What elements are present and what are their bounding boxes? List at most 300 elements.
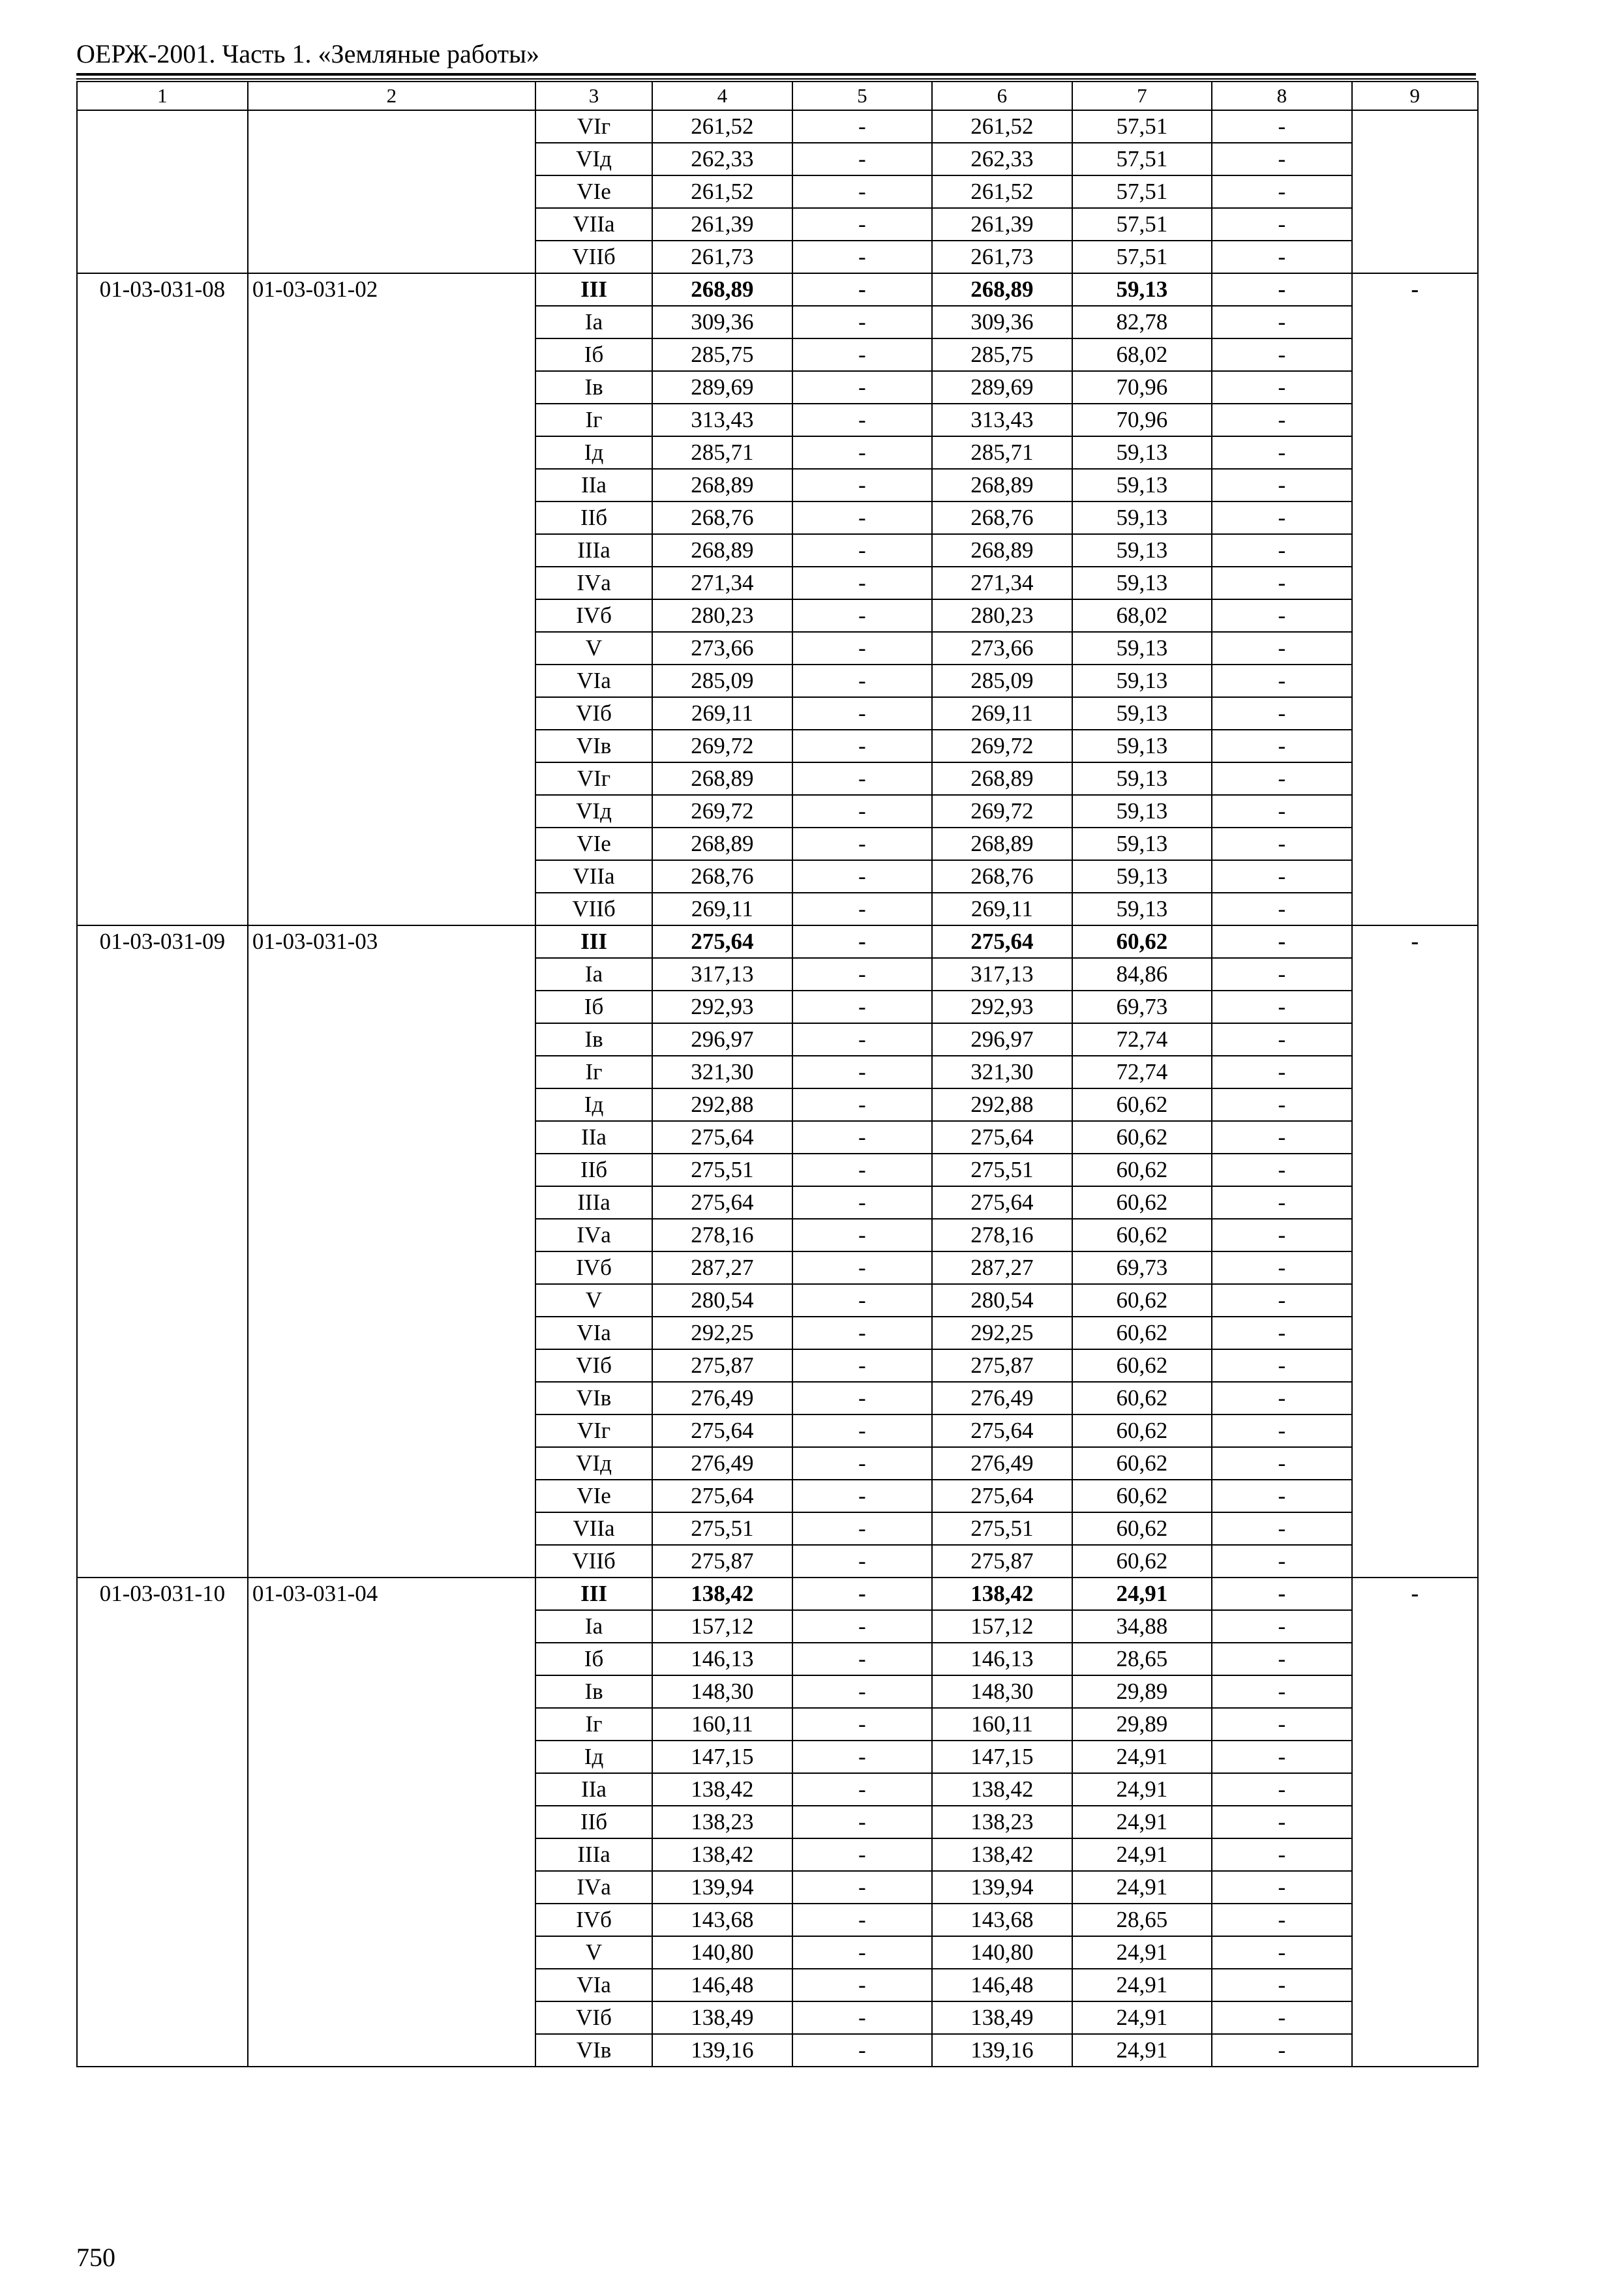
value-cell-5: -	[792, 469, 932, 501]
column-number: 6	[932, 82, 1072, 110]
value-cell-6: 268,89	[932, 469, 1072, 501]
value-cell-7: 60,62	[1072, 1317, 1212, 1349]
value-cell-6: 138,42	[932, 1578, 1072, 1610]
value-cell-5: -	[792, 1349, 932, 1382]
value-cell-7: 24,91	[1072, 1806, 1212, 1838]
value-cell-5: -	[792, 1969, 932, 2001]
category-cell: III	[535, 925, 652, 958]
value-cell-8: -	[1212, 1512, 1351, 1545]
table-row	[77, 1578, 1478, 1610]
value-cell-7: 57,51	[1072, 110, 1212, 143]
value-cell-4: 275,64	[652, 1121, 792, 1154]
value-cell-5: -	[792, 534, 932, 567]
value-cell-8: -	[1212, 469, 1351, 501]
value-cell-5: -	[792, 1741, 932, 1773]
category-cell: Iг	[535, 1708, 652, 1741]
value-cell-7: 69,73	[1072, 991, 1212, 1023]
category-cell: VIг	[535, 1414, 652, 1447]
header-rule-thin	[76, 78, 1476, 80]
value-cell-4: 140,80	[652, 1936, 792, 1969]
value-cell-8: -	[1212, 893, 1351, 925]
category-cell: Iа	[535, 958, 652, 991]
value-cell-6: 276,49	[932, 1382, 1072, 1414]
value-cell-8: -	[1212, 338, 1351, 371]
category-cell: VIа	[535, 1317, 652, 1349]
value-cell-8: -	[1212, 143, 1351, 175]
category-cell: IVб	[535, 1904, 652, 1936]
value-cell-5: -	[792, 1773, 932, 1806]
value-cell-4: 268,76	[652, 501, 792, 534]
value-cell-6: 268,89	[932, 762, 1072, 795]
value-cell-4: 275,64	[652, 925, 792, 958]
value-cell-8: -	[1212, 1023, 1351, 1056]
value-cell-5: -	[792, 1154, 932, 1186]
value-cell-7: 59,13	[1072, 730, 1212, 762]
value-cell-7: 60,62	[1072, 1480, 1212, 1512]
header-rule-thick	[76, 73, 1476, 76]
value-cell-5: -	[792, 1512, 932, 1545]
category-cell: VIг	[535, 110, 652, 143]
table-body	[77, 82, 1478, 2067]
category-cell: Iв	[535, 1675, 652, 1708]
value-cell-4: 268,89	[652, 273, 792, 306]
category-cell: IIIа	[535, 1838, 652, 1871]
value-cell-7: 24,91	[1072, 1936, 1212, 1969]
value-cell-4: 138,49	[652, 2001, 792, 2034]
value-cell-7: 60,62	[1072, 1284, 1212, 1317]
column-number: 1	[77, 82, 248, 110]
value-cell-7: 24,91	[1072, 2001, 1212, 2034]
category-cell: IVб	[535, 1251, 652, 1284]
category-cell: Iв	[535, 1023, 652, 1056]
category-cell: IVа	[535, 567, 652, 599]
value-cell-8: -	[1212, 371, 1351, 404]
column-number: 5	[792, 82, 932, 110]
category-cell: VIв	[535, 1382, 652, 1414]
value-cell-5: -	[792, 1251, 932, 1284]
value-cell-7: 59,13	[1072, 501, 1212, 534]
value-cell-4: 287,27	[652, 1251, 792, 1284]
category-cell: IIIа	[535, 1186, 652, 1219]
value-cell-6: 292,88	[932, 1088, 1072, 1121]
value-cell-4: 275,87	[652, 1349, 792, 1382]
value-cell-5: -	[792, 1936, 932, 1969]
value-cell-7: 24,91	[1072, 2034, 1212, 2067]
value-cell-7: 28,65	[1072, 1904, 1212, 1936]
value-cell-8: -	[1212, 1610, 1351, 1643]
column-number: 8	[1212, 82, 1351, 110]
value-cell-8: -	[1212, 991, 1351, 1023]
value-cell-8: -	[1212, 1773, 1351, 1806]
category-cell: VIд	[535, 1447, 652, 1480]
value-cell-4: 313,43	[652, 404, 792, 436]
category-cell: VIе	[535, 1480, 652, 1512]
value-cell-8: -	[1212, 1382, 1351, 1414]
value-cell-7: 59,13	[1072, 632, 1212, 665]
value-cell-4: 269,72	[652, 730, 792, 762]
value-cell-8: -	[1212, 1545, 1351, 1578]
value-cell-6: 138,42	[932, 1838, 1072, 1871]
value-cell-8: -	[1212, 1186, 1351, 1219]
value-cell-4: 160,11	[652, 1708, 792, 1741]
value-cell-7: 57,51	[1072, 143, 1212, 175]
value-cell-6: 276,49	[932, 1447, 1072, 1480]
value-cell-4: 276,49	[652, 1382, 792, 1414]
category-cell: Iа	[535, 1610, 652, 1643]
value-cell-8: -	[1212, 762, 1351, 795]
value-cell-5: -	[792, 1219, 932, 1251]
value-cell-8: -	[1212, 404, 1351, 436]
value-cell-6: 148,30	[932, 1675, 1072, 1708]
category-cell: VIг	[535, 762, 652, 795]
value-cell-5: -	[792, 1088, 932, 1121]
table-row	[77, 925, 1478, 958]
value-cell-8: -	[1212, 1838, 1351, 1871]
category-cell: VIIб	[535, 893, 652, 925]
value-cell-6: 275,87	[932, 1349, 1072, 1382]
value-cell-5: -	[792, 208, 932, 241]
category-cell: IIа	[535, 469, 652, 501]
value-cell-7: 59,13	[1072, 469, 1212, 501]
value-cell-5: -	[792, 1643, 932, 1675]
category-cell: IIа	[535, 1121, 652, 1154]
value-cell-8: -	[1212, 1806, 1351, 1838]
table-row	[77, 273, 1478, 306]
value-cell-6: 278,16	[932, 1219, 1072, 1251]
value-cell-8: -	[1212, 1414, 1351, 1447]
value-cell-5: -	[792, 893, 932, 925]
value-cell-4: 275,51	[652, 1512, 792, 1545]
value-cell-8: -	[1212, 1349, 1351, 1382]
value-cell-4: 285,71	[652, 436, 792, 469]
value-cell-7: 60,62	[1072, 1186, 1212, 1219]
category-cell: VIб	[535, 2001, 652, 2034]
value-cell-8: -	[1212, 273, 1351, 306]
value-cell-5: -	[792, 1708, 932, 1741]
value-cell-8: -	[1212, 1251, 1351, 1284]
value-cell-7: 60,62	[1072, 1414, 1212, 1447]
value-cell-7: 72,74	[1072, 1056, 1212, 1088]
value-cell-5: -	[792, 501, 932, 534]
value-cell-8: -	[1212, 241, 1351, 273]
value-cell-6: 261,73	[932, 241, 1072, 273]
value-cell-4: 278,16	[652, 1219, 792, 1251]
category-cell: Iб	[535, 1643, 652, 1675]
category-cell: Iб	[535, 991, 652, 1023]
value-cell-7: 60,62	[1072, 1088, 1212, 1121]
category-cell: VIIа	[535, 208, 652, 241]
value-cell-8: -	[1212, 1969, 1351, 2001]
value-cell-6: 313,43	[932, 404, 1072, 436]
value-cell-5: -	[792, 1871, 932, 1904]
value-cell-7: 24,91	[1072, 1578, 1212, 1610]
value-cell-5: -	[792, 1382, 932, 1414]
value-cell-8: -	[1212, 2034, 1351, 2067]
category-cell: IIа	[535, 1773, 652, 1806]
column-number-row	[77, 82, 1478, 110]
price-table	[76, 81, 1479, 2067]
value-cell-5: -	[792, 1806, 932, 1838]
value-cell-5: -	[792, 338, 932, 371]
category-cell: Iг	[535, 1056, 652, 1088]
category-cell: IIIа	[535, 534, 652, 567]
value-cell-6: 146,13	[932, 1643, 1072, 1675]
value-cell-8: -	[1212, 1056, 1351, 1088]
column-9-cell: -	[1352, 273, 1478, 925]
value-cell-5: -	[792, 567, 932, 599]
column-number: 7	[1072, 82, 1212, 110]
value-cell-5: -	[792, 991, 932, 1023]
value-cell-7: 60,62	[1072, 1382, 1212, 1414]
value-cell-6: 269,11	[932, 893, 1072, 925]
value-cell-6: 275,64	[932, 1414, 1072, 1447]
value-cell-5: -	[792, 1610, 932, 1643]
value-cell-7: 28,65	[1072, 1643, 1212, 1675]
value-cell-4: 148,30	[652, 1675, 792, 1708]
value-cell-6: 269,72	[932, 795, 1072, 828]
value-cell-4: 138,42	[652, 1838, 792, 1871]
value-cell-4: 269,72	[652, 795, 792, 828]
value-cell-6: 275,51	[932, 1154, 1072, 1186]
category-cell: V	[535, 1936, 652, 1969]
value-cell-6: 138,49	[932, 2001, 1072, 2034]
value-cell-4: 143,68	[652, 1904, 792, 1936]
value-cell-8: -	[1212, 110, 1351, 143]
value-cell-5: -	[792, 1317, 932, 1349]
value-cell-4: 276,49	[652, 1447, 792, 1480]
category-cell: VIе	[535, 828, 652, 860]
value-cell-8: -	[1212, 1904, 1351, 1936]
value-cell-4: 146,48	[652, 1969, 792, 2001]
value-cell-5: -	[792, 2034, 932, 2067]
value-cell-4: 269,11	[652, 697, 792, 730]
code-cell: 01-03-031-10	[77, 1578, 248, 2067]
value-cell-7: 72,74	[1072, 1023, 1212, 1056]
value-cell-6: 261,39	[932, 208, 1072, 241]
value-cell-5: -	[792, 665, 932, 697]
value-cell-6: 321,30	[932, 1056, 1072, 1088]
value-cell-7: 34,88	[1072, 1610, 1212, 1643]
value-cell-7: 24,91	[1072, 1969, 1212, 2001]
value-cell-6: 262,33	[932, 143, 1072, 175]
value-cell-5: -	[792, 1838, 932, 1871]
value-cell-5: -	[792, 306, 932, 338]
value-cell-4: 146,13	[652, 1643, 792, 1675]
value-cell-7: 60,62	[1072, 1447, 1212, 1480]
value-cell-6: 275,87	[932, 1545, 1072, 1578]
value-cell-7: 60,62	[1072, 1154, 1212, 1186]
value-cell-4: 268,76	[652, 860, 792, 893]
category-cell: VIд	[535, 143, 652, 175]
value-cell-6: 143,68	[932, 1904, 1072, 1936]
value-cell-6: 138,23	[932, 1806, 1072, 1838]
value-cell-5: -	[792, 1578, 932, 1610]
value-cell-6: 261,52	[932, 110, 1072, 143]
value-cell-7: 68,02	[1072, 599, 1212, 632]
value-cell-4: 309,36	[652, 306, 792, 338]
value-cell-7: 60,62	[1072, 1219, 1212, 1251]
category-cell: VIа	[535, 665, 652, 697]
value-cell-5: -	[792, 436, 932, 469]
value-cell-4: 268,89	[652, 828, 792, 860]
value-cell-8: -	[1212, 567, 1351, 599]
value-cell-8: -	[1212, 860, 1351, 893]
value-cell-4: 271,34	[652, 567, 792, 599]
value-cell-8: -	[1212, 1643, 1351, 1675]
value-cell-5: -	[792, 1186, 932, 1219]
category-cell: Iв	[535, 371, 652, 404]
value-cell-8: -	[1212, 1088, 1351, 1121]
value-cell-7: 70,96	[1072, 404, 1212, 436]
value-cell-8: -	[1212, 1121, 1351, 1154]
value-cell-7: 24,91	[1072, 1838, 1212, 1871]
value-cell-6: 269,72	[932, 730, 1072, 762]
category-cell: VIб	[535, 697, 652, 730]
value-cell-6: 275,64	[932, 1480, 1072, 1512]
value-cell-4: 262,33	[652, 143, 792, 175]
value-cell-7: 60,62	[1072, 1512, 1212, 1545]
category-cell: IVб	[535, 599, 652, 632]
value-cell-6: 268,76	[932, 501, 1072, 534]
value-cell-4: 275,87	[652, 1545, 792, 1578]
value-cell-5: -	[792, 1056, 932, 1088]
value-cell-4: 268,89	[652, 534, 792, 567]
value-cell-6: 138,42	[932, 1773, 1072, 1806]
value-cell-5: -	[792, 762, 932, 795]
value-cell-7: 59,13	[1072, 762, 1212, 795]
value-cell-7: 84,86	[1072, 958, 1212, 991]
category-cell: IIб	[535, 501, 652, 534]
value-cell-8: -	[1212, 1480, 1351, 1512]
value-cell-4: 285,75	[652, 338, 792, 371]
value-cell-5: -	[792, 143, 932, 175]
base-code-cell: 01-03-031-02	[248, 273, 535, 925]
value-cell-4: 275,64	[652, 1186, 792, 1219]
value-cell-8: -	[1212, 925, 1351, 958]
value-cell-4: 261,52	[652, 175, 792, 208]
category-cell: Iб	[535, 338, 652, 371]
value-cell-5: -	[792, 599, 932, 632]
value-cell-7: 59,13	[1072, 860, 1212, 893]
value-cell-4: 289,69	[652, 371, 792, 404]
value-cell-6: 268,89	[932, 273, 1072, 306]
value-cell-6: 147,15	[932, 1741, 1072, 1773]
value-cell-6: 285,71	[932, 436, 1072, 469]
value-cell-8: -	[1212, 534, 1351, 567]
value-cell-4: 261,39	[652, 208, 792, 241]
value-cell-6: 289,69	[932, 371, 1072, 404]
category-cell: V	[535, 632, 652, 665]
value-cell-7: 59,13	[1072, 795, 1212, 828]
column-9-cell	[1352, 110, 1478, 273]
value-cell-8: -	[1212, 501, 1351, 534]
category-cell: Iд	[535, 436, 652, 469]
value-cell-8: -	[1212, 958, 1351, 991]
value-cell-8: -	[1212, 2001, 1351, 2034]
value-cell-4: 147,15	[652, 1741, 792, 1773]
category-cell: Iд	[535, 1741, 652, 1773]
value-cell-7: 24,91	[1072, 1741, 1212, 1773]
value-cell-5: -	[792, 1447, 932, 1480]
value-cell-4: 292,25	[652, 1317, 792, 1349]
page-number: 750	[76, 2243, 115, 2272]
value-cell-6: 268,89	[932, 534, 1072, 567]
value-cell-8: -	[1212, 665, 1351, 697]
column-9-cell: -	[1352, 1578, 1478, 2067]
value-cell-6: 275,64	[932, 925, 1072, 958]
value-cell-7: 57,51	[1072, 175, 1212, 208]
value-cell-6: 275,51	[932, 1512, 1072, 1545]
value-cell-4: 139,94	[652, 1871, 792, 1904]
value-cell-5: -	[792, 1904, 932, 1936]
column-number: 2	[248, 82, 535, 110]
value-cell-6: 292,93	[932, 991, 1072, 1023]
value-cell-7: 57,51	[1072, 208, 1212, 241]
category-cell: Iг	[535, 404, 652, 436]
value-cell-6: 285,75	[932, 338, 1072, 371]
value-cell-5: -	[792, 828, 932, 860]
value-cell-8: -	[1212, 436, 1351, 469]
value-cell-6: 280,54	[932, 1284, 1072, 1317]
category-cell: IVа	[535, 1219, 652, 1251]
value-cell-4: 321,30	[652, 1056, 792, 1088]
value-cell-5: -	[792, 404, 932, 436]
value-cell-6: 287,27	[932, 1251, 1072, 1284]
value-cell-8: -	[1212, 175, 1351, 208]
value-cell-5: -	[792, 860, 932, 893]
value-cell-8: -	[1212, 1741, 1351, 1773]
base-code-cell: 01-03-031-04	[248, 1578, 535, 2067]
value-cell-8: -	[1212, 1317, 1351, 1349]
value-cell-7: 60,62	[1072, 1121, 1212, 1154]
column-number: 4	[652, 82, 792, 110]
column-9-cell: -	[1352, 925, 1478, 1578]
value-cell-7: 59,13	[1072, 534, 1212, 567]
value-cell-4: 275,64	[652, 1480, 792, 1512]
column-number: 3	[535, 82, 652, 110]
value-cell-6: 139,94	[932, 1871, 1072, 1904]
document-header: ОЕРЖ-2001. Часть 1. «Земляные работы»	[76, 39, 539, 68]
category-cell: Iа	[535, 306, 652, 338]
value-cell-8: -	[1212, 1936, 1351, 1969]
value-cell-5: -	[792, 1121, 932, 1154]
value-cell-4: 261,73	[652, 241, 792, 273]
value-cell-5: -	[792, 1284, 932, 1317]
value-cell-7: 59,13	[1072, 893, 1212, 925]
category-cell: Iд	[535, 1088, 652, 1121]
value-cell-5: -	[792, 1675, 932, 1708]
value-cell-6: 275,64	[932, 1186, 1072, 1219]
value-cell-7: 29,89	[1072, 1708, 1212, 1741]
value-cell-7: 24,91	[1072, 1871, 1212, 1904]
value-cell-4: 317,13	[652, 958, 792, 991]
value-cell-4: 280,23	[652, 599, 792, 632]
value-cell-4: 269,11	[652, 893, 792, 925]
value-cell-5: -	[792, 730, 932, 762]
value-cell-5: -	[792, 1023, 932, 1056]
value-cell-8: -	[1212, 730, 1351, 762]
value-cell-5: -	[792, 1480, 932, 1512]
value-cell-5: -	[792, 110, 932, 143]
value-cell-6: 280,23	[932, 599, 1072, 632]
category-cell: IIб	[535, 1806, 652, 1838]
value-cell-8: -	[1212, 1154, 1351, 1186]
value-cell-6: 269,11	[932, 697, 1072, 730]
value-cell-7: 69,73	[1072, 1251, 1212, 1284]
category-cell: VIе	[535, 175, 652, 208]
category-cell: VIIб	[535, 1545, 652, 1578]
value-cell-7: 60,62	[1072, 925, 1212, 958]
